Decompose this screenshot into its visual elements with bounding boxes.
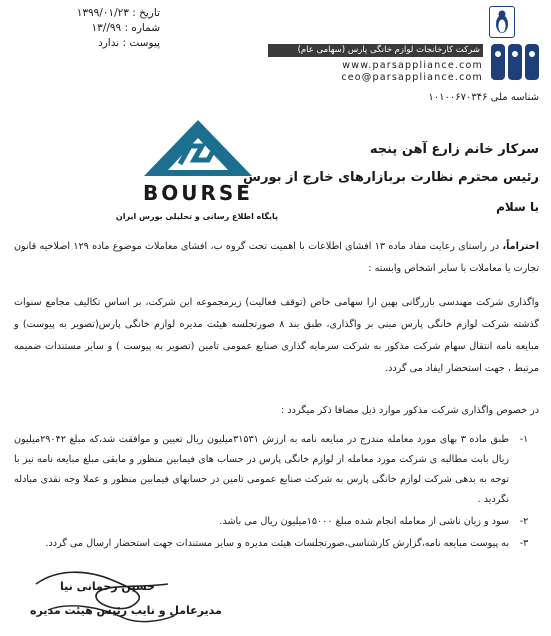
company-name: شرکت کارخانجات لوازم خانگی پارس (سهامی عام) [268, 44, 483, 57]
main-paragraph: واگذاری شرکت مهندسی بازرگانی بهین ارا سهامی خاص (توقف فعالیت) زیرمجموعه این شرکت، بر اساس تکالیف مجامع سنوات گذشته شرکت لوازم خانگی پارس مبنی بر واگذاری، طبق بند ۸ صورتجلسه هیئت مدیره لوازم خانگی پارس(تصویر به پیوست) و مبایعه نامه انتقال سهام شرکت مذکور به شرکت سرمایه گذاری صنایع عمومی تامین (تصویر به پیوست ) و سایر مستندات ضمیمه مرتبط ، جهت استحضار ایفاد می گردد. [14, 297, 539, 374]
bourse-wordmark: BOURSE [143, 181, 253, 205]
recipient-title: رئیس محترم نظارت بربازارهای خارج از بورس [243, 170, 539, 185]
company-logo [489, 6, 541, 84]
greeting: با سلام [496, 200, 539, 214]
intro-text: در راستای رعایت مفاد ماده ۱۳ افشای اطلاعات با اهمیت تحت گروه ب، افشای معاملات موضوع ماده ۱۲۹ اصلاحیه قانون تجارت یا معاملات با سایر اشخاص وابسته : [14, 241, 539, 274]
item-text: طبق ماده ۳ بهای مورد معامله مندرج در مبایعه نامه به ارزش ۳۱۵۳۱میلیون ریال تعیین و موافقت شد،که مبلغ ۲۹۰۴۲میلیون ریال بابت مطالبه ی شرکت مورد معامله از لوازم خانگی پارس در حساب های فیمابین منظور و مابقی مبلغ مبایعه نامه نیز با توجه به بدهی شرکت لوازم خانگی پارس به شرکت صنایع عمومی تامین در حسابهای فیمابین منظور و عملا وجه نقدی مبادله نگردید . [14, 434, 509, 505]
item-number: ۲- [519, 516, 529, 527]
intro-lead: احتراماً، [502, 241, 539, 252]
date-line: تاریخ : ۱۳۹۹/۰۱/۲۳ [76, 7, 160, 19]
bourse-caption: پایگاه اطلاع رسانی و تحلیلی بورس ایران [115, 212, 278, 221]
intro-paragraph [14, 236, 539, 280]
item-number: ۳- [519, 538, 529, 549]
handwritten-signature [28, 566, 178, 632]
recipient-name: سرکار خانم زارع آهن پنجه [369, 142, 539, 157]
signer-name: حسین رحمانی نیا [60, 580, 155, 593]
list-item [14, 534, 539, 554]
penguin-icon [489, 6, 515, 38]
website-text: www.parsappliance.com [342, 60, 483, 71]
letter-meta [40, 6, 160, 51]
bourse-logo [128, 116, 268, 210]
items-list [14, 430, 539, 556]
number-line: شماره : ۹۹//۱۳ [91, 22, 160, 34]
attachment-line: پیوست : ندارد [98, 37, 160, 49]
email-text: ceo@parsappliance.com [341, 72, 483, 83]
items-intro: در خصوص واگذاری شرکت مذکور موارد ذیل مضافا ذکر میگردد : [281, 405, 539, 416]
list-item [14, 512, 539, 532]
signer-title: مدیرعامل و نایب رئیس هیئت مدیره [30, 604, 222, 617]
item-text: سود و زیان ناشی از معامله انجام شده مبلغ ۱۵۰۰۰میلیون ریال می باشد. [219, 516, 509, 527]
pars-logo-icon [489, 40, 541, 84]
item-text: به پیوست مبایعه نامه،گزارش کارشناسی،صورتجلسات هیئت مدیره و سایر مستندات جهت استحضار ارسال می گردد. [45, 538, 509, 549]
list-item [14, 430, 539, 510]
national-id: شناسه ملی ۱۰۱۰۰۶۷۰۳۴۶ [428, 92, 539, 103]
item-number: ۱- [519, 434, 529, 445]
